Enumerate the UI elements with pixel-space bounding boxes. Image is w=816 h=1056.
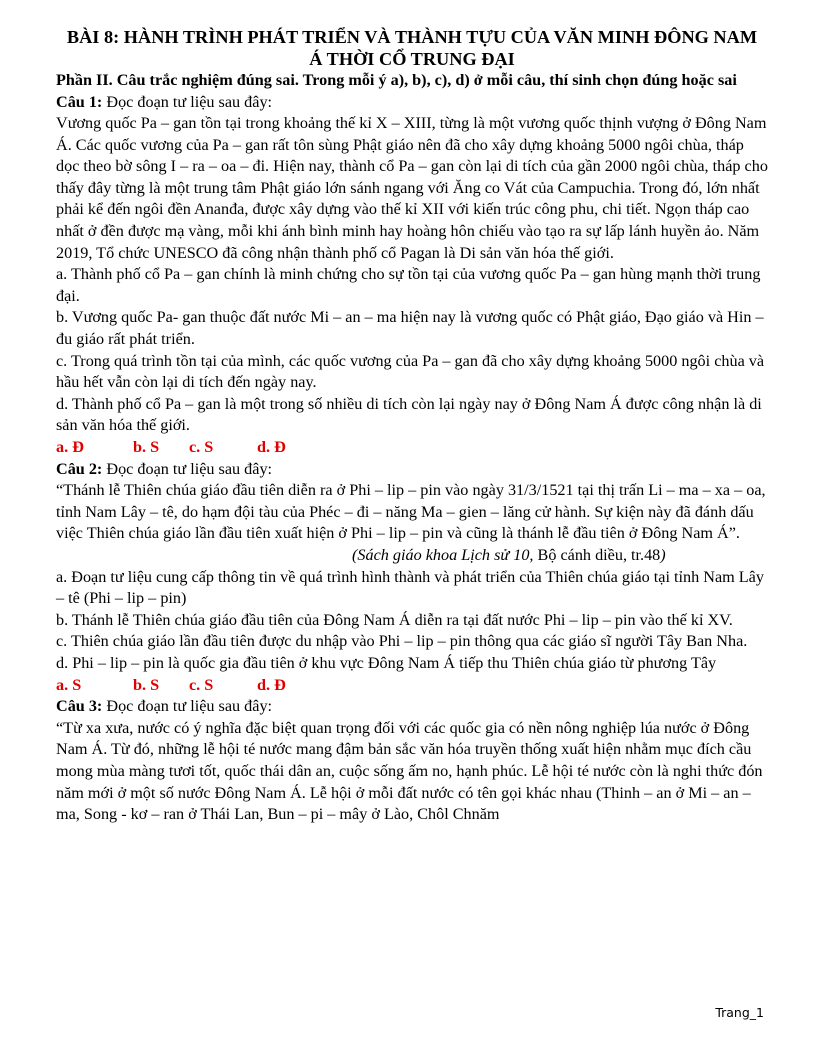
part-heading: Phần II. Câu trắc nghiệm đúng sai. Trong mỗi ý a), b), c), d) ở mỗi câu, thí sinh chọn đúng hoặc sai	[56, 71, 737, 89]
question-2-option-d: d. Phi – lip – pin là quốc gia đầu tiên ở khu vực Đông Nam Á tiếp thu Thiên chúa giáo từ phương Tây	[56, 653, 717, 672]
question-1-option-d: d. Thành phố cổ Pa – gan là một trong số nhiều di tích còn lại ngày nay ở Đông Nam Á được công nhận là di sản văn hóa thế giới.	[56, 394, 762, 435]
question-2-option-a: a. Đoạn tư liệu cung cấp thông tin về quá trình hình thành và phát triển của Thiên chúa giáo tại tỉnh Nam Lây – tê (Phi – lip – pin)	[56, 567, 764, 608]
answer-1c: c. S	[189, 438, 214, 456]
page-number: Trang_1	[715, 1005, 764, 1020]
source-book-title: (Sách giáo khoa Lịch sử 10,	[352, 545, 534, 564]
question-3-passage: “Từ xa xưa, nước có ý nghĩa đặc biệt quan trọng đối với các quốc gia có nền nông nghiệp lúa nước ở Đông Nam Á. Từ đó, những lễ hội té nước mang đậm bản sắc văn hóa truyền thống xuất hiện nhằm mục đích cầu mong mùa màng tươi tốt, quốc thái dân an, cuộc sống ấm no, hạnh phúc. Lễ hội té nước còn là nghi thức đón năm mới ở một số nước Đông Nam Á. Lễ hội ở mỗi đất nước có tên gọi khác nhau (Thinh – an ở Mi – an – ma, Song - kơ – ran ở Thái Lan, Bun – pi – mây ở Lào, Chôl Chnăm	[56, 718, 763, 824]
question-1-passage: Vương quốc Pa – gan tồn tại trong khoảng thế kỉ X – XIII, từng là một vương quốc thịnh vượng ở Đông Nam Á. Các quốc vương của Pa – gan rất tôn sùng Phật giáo nên đã cho xây dựng khoảng 5000 ngôi chùa, tháp dọc theo bờ sông I – ra – oa – đi. Hiện nay, thành cổ Pa – gan còn lại di tích của gần 2000 ngôi chùa, tháp cho thấy đây từng là một trung tâm Phật giáo lớn sánh ngang với Ăng co Vát của Campuchia. Trong đó, lớn nhất phải kể đến ngôi đền Ananđa, được xây dựng vào thế kỉ XII với kiến trúc công phu, chi tiết. Ngọn tháp cao nhất ở đền được mạ vàng, mỗi khi ánh bình minh hay hoàng hôn chiếu vào tạo ra sự lấp lánh huyền ảo. Năm 2019, Tổ chức UNESCO đã công nhận thành phố cổ Pagan là Di sản văn hóa thế giới.	[56, 114, 768, 262]
question-2-answers	[56, 675, 768, 697]
answer-1b: b. S	[133, 438, 160, 456]
question-1-option-a: a. Thành phố cổ Pa – gan chính là minh chứng cho sự tồn tại của vương quốc Pa – gan hùng mạnh thời trung đại.	[56, 265, 761, 305]
question-2-option-b: b. Thánh lễ Thiên chúa giáo đầu tiên của Đông Nam Á diễn ra tại đất nước Phi – lip – pin vào thế kỉ XV.	[56, 610, 733, 629]
question-2-label: Câu 2:	[56, 459, 103, 478]
question-1-option-b: b. Vương quốc Pa- gan thuộc đất nước Mi – an – ma hiện nay là vương quốc có Phật giáo, Đạo giáo và Hin – đu giáo rất phát triển.	[56, 308, 764, 349]
question-1-answers	[56, 437, 768, 459]
question-1-intro: Đọc đoạn tư liệu sau đây:	[102, 92, 273, 111]
question-3-label: Câu 3:	[56, 697, 103, 716]
question-1-heading	[56, 92, 768, 114]
answer-1d: d. Đ	[257, 438, 286, 456]
answer-1a: a. Đ	[56, 438, 84, 456]
question-2-passage: “Thánh lễ Thiên chúa giáo đầu tiên diễn ra ở Phi – lip – pin vào ngày 31/3/1521 tại thị trấn Li – ma – xa – oa, tỉnh Nam Lây – tê, do hạm đội tàu của Phéc – đi – năng Ma – gien – lăng cử hành. Sự kiện này đã đánh dấu việc Thiên chúa giáo lần đầu tiên xuất hiện ở Phi – lip – pin và cũng là thánh lễ đầu tiên ở Đông Nam Á”.	[56, 481, 766, 543]
answer-2d: d. Đ	[257, 675, 286, 694]
question-1-option-c: c. Trong quá trình tồn tại của mình, các quốc vương của Pa – gan đã cho xây dựng khoảng 5000 ngôi chùa và hầu hết vẫn còn lại di tích đến ngày nay.	[56, 351, 765, 392]
answer-2b: b. S	[133, 675, 160, 694]
document-page	[56, 26, 768, 826]
question-1-label: Câu 1:	[56, 92, 103, 111]
question-2-source	[56, 545, 768, 567]
lesson-title-line-1: BÀI 8: HÀNH TRÌNH PHÁT TRIỂN VÀ THÀNH TỰU CỦA VĂN MINH ĐÔNG NAM	[66, 27, 758, 47]
lesson-title-line-2: Á THỜI CỔ TRUNG ĐẠI	[309, 49, 515, 69]
question-2-option-c: c. Thiên chúa giáo lần đầu tiên được du nhập vào Phi – lip – pin thông qua các giáo sĩ người Tây Ban Nha.	[56, 632, 748, 651]
question-3-heading	[56, 696, 768, 718]
source-close-paren: )	[660, 545, 666, 564]
question-3-intro: Đọc đoạn tư liệu sau đây:	[102, 697, 273, 716]
answer-2a: a. S	[56, 675, 82, 694]
question-2-intro: Đọc đoạn tư liệu sau đây:	[102, 459, 273, 478]
question-2-heading	[56, 459, 768, 481]
source-publisher: Bộ cánh diều, tr.48	[533, 545, 661, 564]
answer-2c: c. S	[189, 675, 214, 694]
